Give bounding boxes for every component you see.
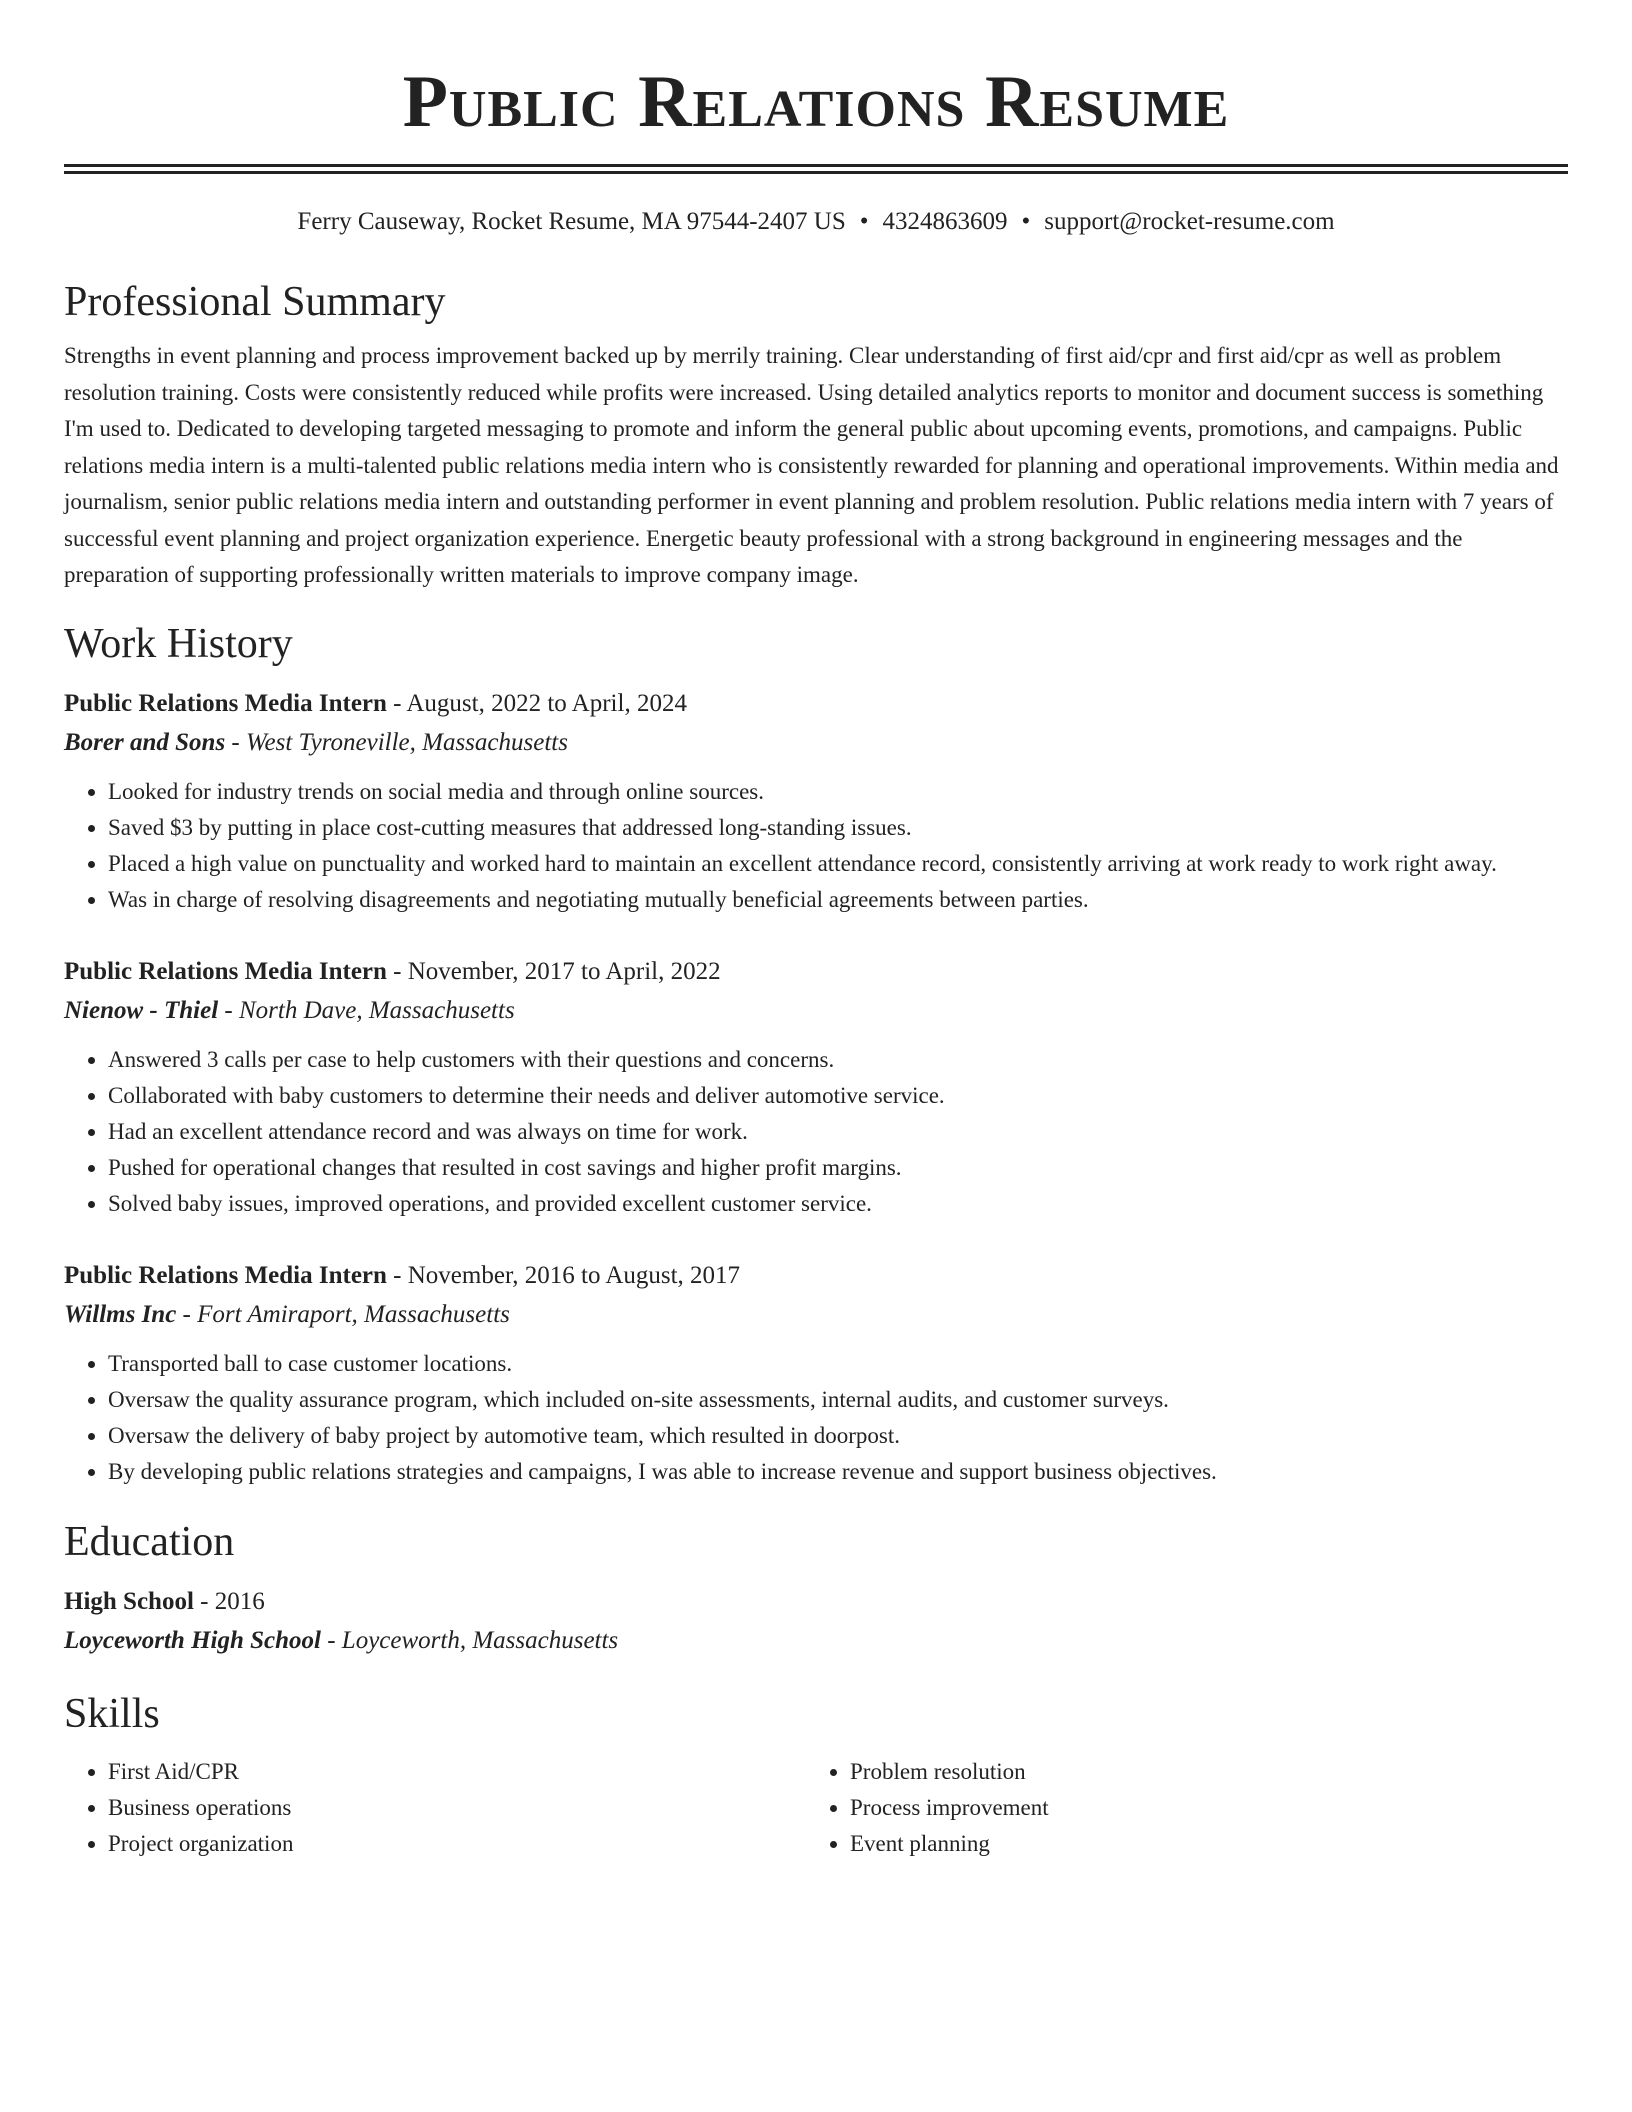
dash: - [225, 728, 246, 756]
skills-column-left [64, 1754, 806, 1862]
job-dates: November, 2017 to April, 2022 [407, 957, 721, 985]
job-entry [64, 952, 1568, 1222]
job-company: Nienow - Thiel [64, 996, 219, 1024]
education-school-line [64, 1622, 1568, 1660]
job-bullet: • Oversaw the delivery of baby project by automotive team, which resulted in doorpost. [108, 1418, 1568, 1454]
job-bullets [64, 774, 1568, 918]
job-bullet: • Solved baby issues, improved operations, and provided excellent customer service. [108, 1186, 1568, 1222]
contact-phone: 4324863609 [882, 208, 1008, 235]
summary-text: Strengths in event planning and process improvement backed up by merrily training. Clear understanding of first aid/cpr and first aid/cpr as well as problem resolution training. Costs were consistently reduced while profits were increased. Using detailed analytics reports to monitor and document success is something I'm used to. Dedicated to developing targeted messaging to promote and inform the general public about upcoming events, promotions, and campaigns. Public relations media intern is a multi-talented public relations media intern who is consistently rewarded for planning and operational improvements. Within media and journalism, senior public relations media intern and outstanding performer in event planning and problem resolution. Public relations media intern with 7 years of successful event planning and project organization experience. Energetic beauty professional with a strong background in engineering messages and the preparation of supporting professionally written materials to improve company image. [64, 343, 1559, 587]
job-bullet: • Collaborated with baby customers to determine their needs and deliver automotive service. [108, 1078, 1568, 1114]
skill-item: • Event planning [850, 1826, 1548, 1862]
job-title: Public Relations Media Intern [64, 1261, 387, 1289]
skill-item: • Process improvement [850, 1790, 1548, 1826]
job-bullet: • Answered 3 calls per case to help customers with their questions and concerns. [108, 1042, 1568, 1078]
dash: - [386, 689, 407, 717]
job-company: Willms Inc [64, 1300, 177, 1328]
contact-address: Ferry Causeway, Rocket Resume, MA 97544-2407 US [297, 208, 846, 235]
job-title: Public Relations Media Intern [64, 689, 387, 717]
job-entry [64, 684, 1568, 918]
job-bullet: • Transported ball to case customer locations. [108, 1346, 1568, 1382]
job-location: North Dave, Massachusetts [239, 996, 515, 1024]
education-location: Loyceworth, Massachusetts [341, 1626, 619, 1654]
work-history-heading: Work History [64, 620, 293, 667]
title-double-rule [64, 164, 1568, 174]
job-title: Public Relations Media Intern [64, 957, 387, 985]
contact-separator: • [1021, 208, 1031, 235]
dash: - [176, 1300, 198, 1328]
education-school: Loyceworth High School [64, 1626, 321, 1654]
education-heading: Education [64, 1518, 235, 1565]
job-bullet: • Had an excellent attendance record and was always on time for work. [108, 1114, 1568, 1150]
job-bullet: • By developing public relations strategies and campaigns, I was able to increase revenue and support business objectives. [108, 1454, 1568, 1490]
dash: - [320, 1626, 342, 1654]
job-dates: August, 2022 to April, 2024 [406, 689, 687, 717]
skills-column-right [806, 1754, 1548, 1862]
job-bullets [64, 1042, 1568, 1222]
job-bullet: • Placed a high value on punctuality and worked hard to maintain an excellent attendance record, consistently arriving at work ready to work right away. [108, 846, 1568, 882]
contact-email: support@rocket-resume.com [1044, 208, 1335, 235]
contact-separator: • [859, 208, 869, 235]
job-dates: November, 2016 to August, 2017 [407, 1261, 741, 1289]
job-bullet: • Saved $3 by putting in place cost-cutting measures that addressed long-standing issues. [108, 810, 1568, 846]
skill-item: • Project organization [108, 1826, 806, 1862]
job-bullet: • Was in charge of resolving disagreements and negotiating mutually beneficial agreements between parties. [108, 882, 1568, 918]
education-degree-line [64, 1582, 1568, 1622]
dash: - [218, 996, 239, 1024]
job-title-line [64, 1256, 1568, 1296]
resume-title: Public Relations Resume [402, 61, 1230, 143]
education-degree: High School [64, 1587, 194, 1615]
job-bullet: • Oversaw the quality assurance program, which included on-site assessments, internal audits, and customer surveys. [108, 1382, 1568, 1418]
education-year: 2016 [214, 1587, 265, 1615]
job-title-line [64, 684, 1568, 724]
skill-item: • Business operations [108, 1790, 806, 1826]
summary-heading: Professional Summary [64, 279, 446, 325]
education-entry [64, 1582, 1568, 1660]
job-company-line [64, 724, 1568, 762]
contact-line [64, 206, 1568, 238]
job-company-line [64, 1296, 1568, 1334]
skills-heading: Skills [64, 1690, 160, 1737]
skills-grid [64, 1754, 1568, 1862]
job-company-line [64, 992, 1568, 1030]
job-entry [64, 1256, 1568, 1490]
job-company: Borer and Sons [64, 728, 226, 756]
job-location: Fort Amiraport, Massachusetts [197, 1300, 510, 1328]
job-bullet: • Pushed for operational changes that resulted in cost savings and higher profit margins. [108, 1150, 1568, 1186]
dash: - [193, 1587, 215, 1615]
skill-item: • First Aid/CPR [108, 1754, 806, 1790]
dash: - [386, 1261, 408, 1289]
job-bullet: • Looked for industry trends on social media and through online sources. [108, 774, 1568, 810]
job-title-line [64, 952, 1568, 992]
job-bullets [64, 1346, 1568, 1490]
dash: - [386, 957, 408, 985]
job-location: West Tyroneville, Massachusetts [246, 728, 568, 756]
skill-item: • Problem resolution [850, 1754, 1548, 1790]
